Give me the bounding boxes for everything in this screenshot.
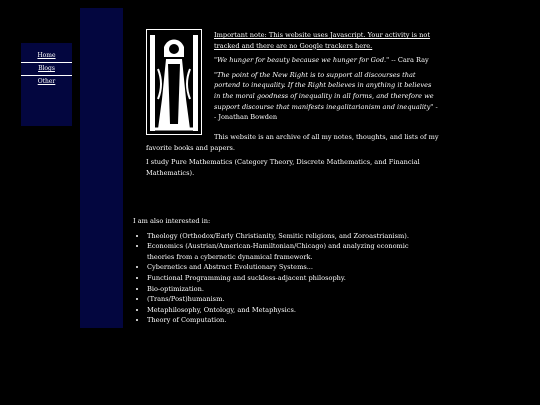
quote-cara-ray [214, 55, 439, 66]
intro-text [214, 30, 439, 127]
nav-link-blogs[interactable]: Blogs [21, 63, 72, 76]
list-item: • Theology (Orthodox/Early Christianity, Semitic religions, and Zoroastrianism). [147, 231, 433, 242]
list-item: • Bio-optimization. [147, 284, 433, 295]
archive-paragraph: This website is an archive of all my notes, thoughts, and lists of my favorite books and papers. [146, 133, 439, 152]
list-item: • (Trans/Post)humanism. [147, 294, 433, 305]
interests-section [133, 216, 433, 326]
about-block [146, 132, 441, 182]
list-item: • Theory of Computation. [147, 315, 433, 326]
list-item: • Cybernetics and Abstract Evolutionary Systems... [147, 262, 433, 273]
nav-link-home[interactable]: Home [21, 43, 72, 63]
art-nouveau-illustration [146, 29, 202, 135]
list-item: • Metaphilosophy, Ontology, and Metaphysics. [147, 305, 433, 316]
interests-list [133, 231, 433, 326]
tracking-notice: Important note: This website uses Javascript. Your activity is not tracked and there are no Google trackers here. [214, 31, 431, 50]
quote-jonathan-bowden [214, 70, 439, 123]
nav-link-other[interactable]: Other [37, 78, 56, 85]
quote-bowden-author: -- Jonathan Bowden [214, 102, 438, 122]
list-item: • Economics (Austrian/American-Hamiltonian/Chicago) and analyzing economic theories from a cybernetic dynamical framework. [147, 241, 433, 262]
study-paragraph: I study Pure Mathematics (Category Theory, Discrete Mathematics, and Financial Mathematics). [146, 158, 420, 177]
left-column-panel [80, 8, 123, 328]
quote-bowden-text: "The point of the New Right is to support all discourses that portend to inequality. If the Right believes in anything it believes in the moral goodness of inequality in all forms, and therefore we support discourse that manifests inegalitarianism and inequality" [214, 70, 434, 111]
interests-heading: I am also interested in: [133, 217, 211, 225]
list-item: • Functional Programming and suckless-adjacent philosophy. [147, 273, 433, 284]
quote-cara-ray-author: -- Cara Ray [389, 56, 429, 65]
quote-cara-ray-text: "We hunger for beauty because we hunger for God." [214, 56, 390, 65]
side-navigation [21, 43, 72, 126]
